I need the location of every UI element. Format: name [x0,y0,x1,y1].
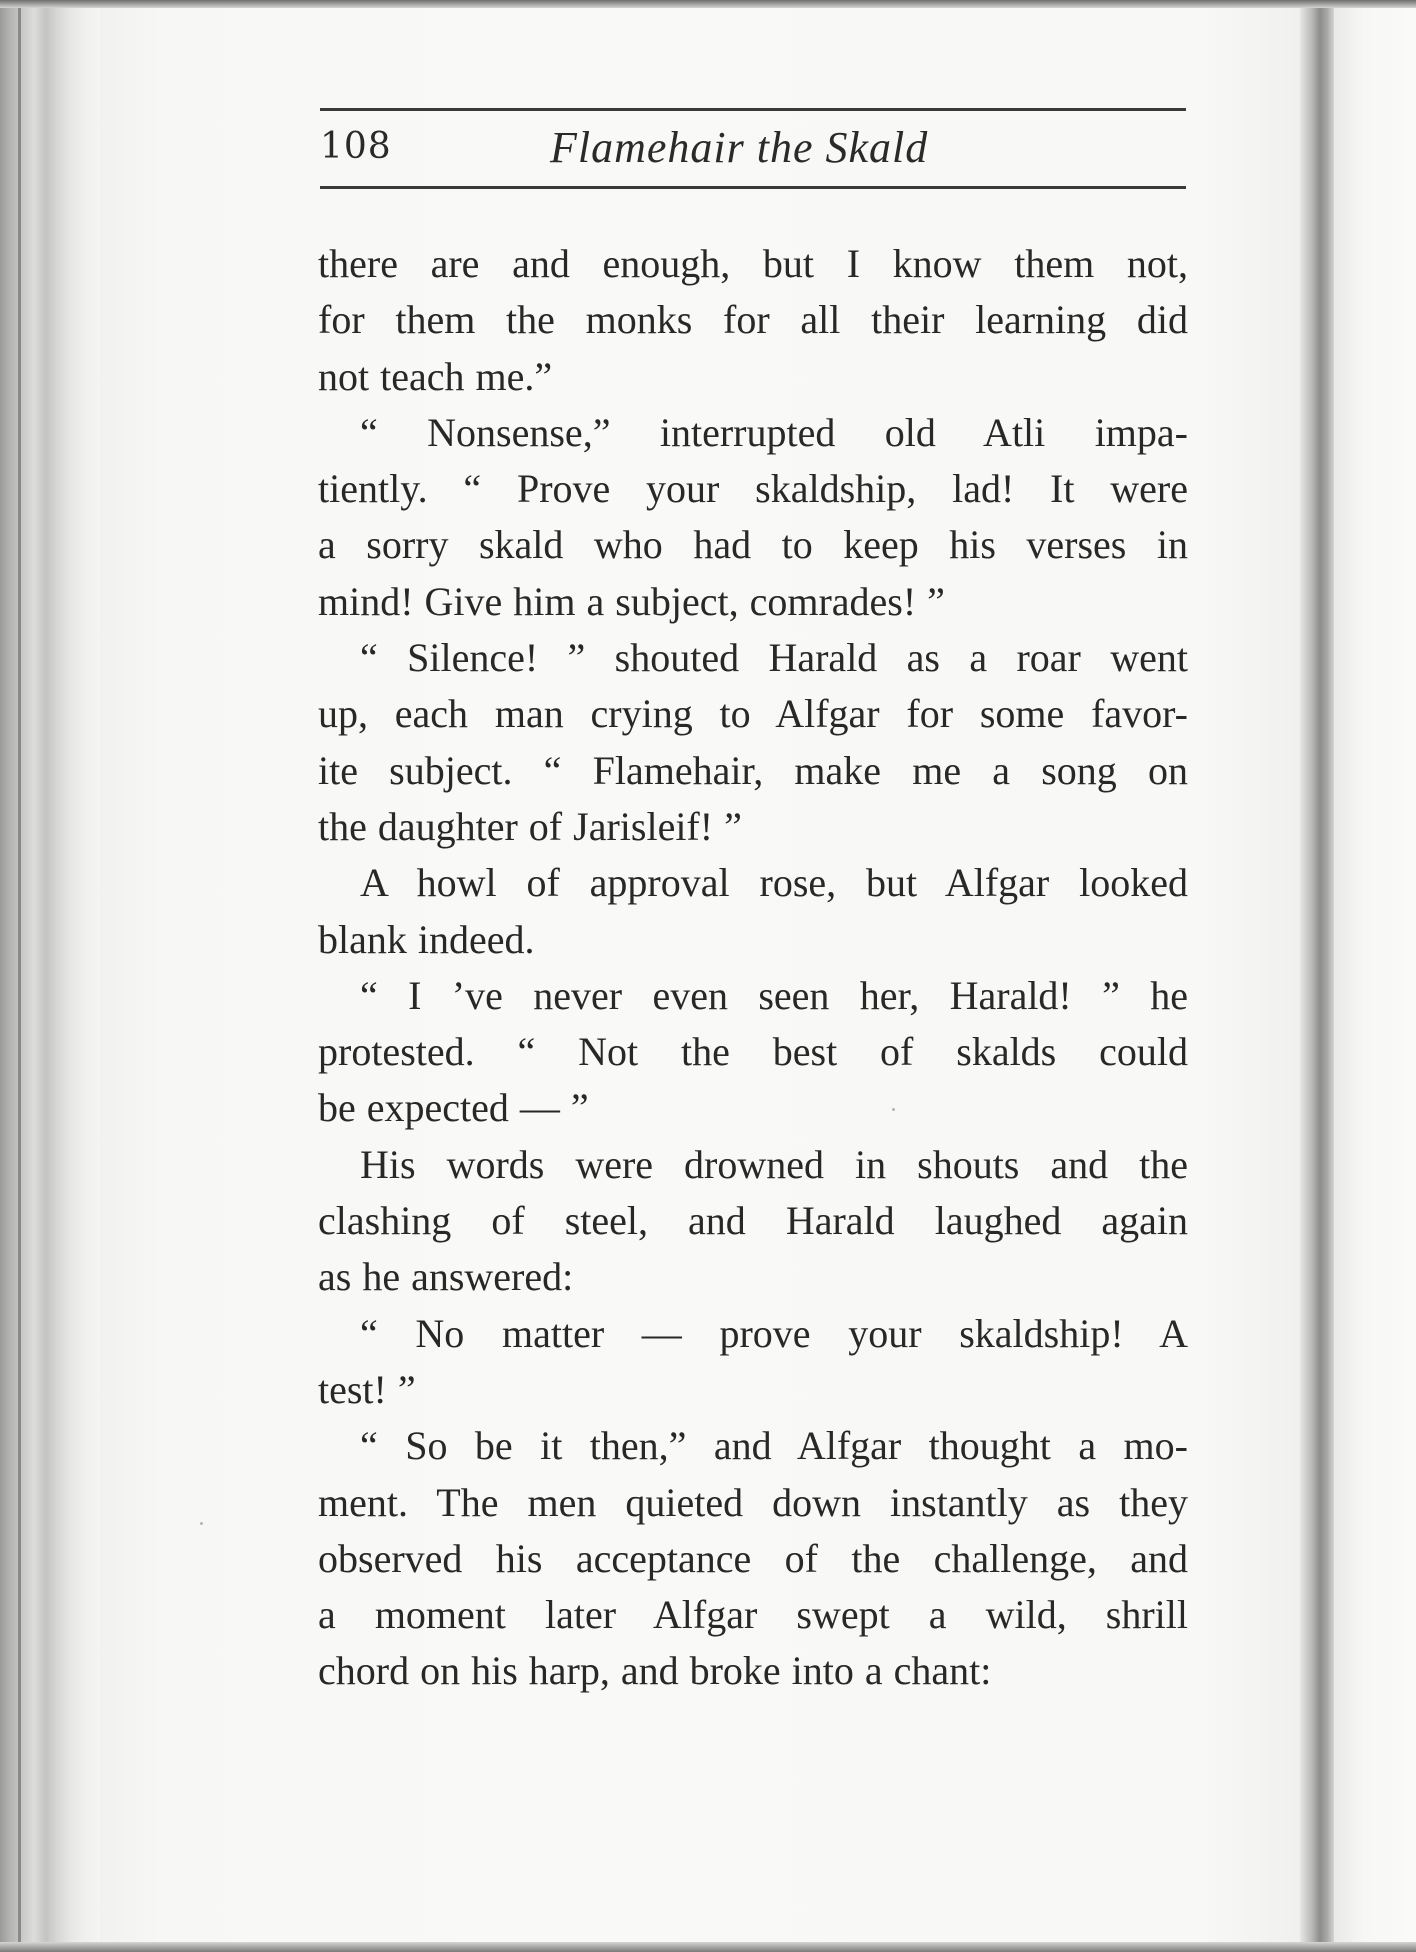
text-line: mind! Give him a subject, comrades! ” [318,578,945,624]
paper-speck [200,1522,203,1525]
text-line: ment. The men quieted down instantly as they [318,1479,1188,1525]
text-line: test! ” [318,1366,416,1412]
text-line: “ Nonsense,” interrupted old Atli impa- [360,409,1188,455]
text-line: blank indeed. [318,916,535,962]
text-line: observed his acceptance of the challenge, and [318,1535,1188,1581]
paper-speck [892,1108,895,1111]
text-line: ite subject. “ Flamehair, make me a song on [318,747,1188,793]
text-line: “ So be it then,” and Alfgar thought a mo- [360,1423,1188,1469]
text-line: be expected — ” [318,1085,589,1131]
header-top-rule [320,108,1186,111]
text-line: clashing of steel, and Harald laughed again [318,1198,1188,1244]
text-line: “ I ’ve never even seen her, Harald! ” he [360,972,1188,1018]
text-line: “ No matter — prove your skaldship! A [360,1310,1188,1356]
running-title: Flamehair the Skald [550,123,929,172]
text-line: a sorry skald who had to keep his verses in [318,522,1188,568]
text-line: A howl of approval rose, but Alfgar looked [360,860,1188,906]
text-line: the daughter of Jarisleif! ” [318,803,742,849]
text-line: chord on his harp, and broke into a chant: [318,1648,992,1694]
header-bottom-rule [320,186,1186,189]
text-line: there are and enough, but I know them not, [318,241,1188,286]
text-line: for them the monks for all their learning did [318,297,1188,343]
book-spine-gutter [1300,0,1334,1952]
text-line: tiently. “ Prove your skaldship, lad! It were [318,466,1188,512]
text-line: up, each man crying to Alfgar for some favor- [318,691,1188,737]
scan-bottom-edge [0,1942,1416,1952]
text-line: not teach me.” [318,353,553,399]
text-line: protested. “ Not the best of skalds could [318,1029,1188,1075]
cover-edge-line [18,0,21,1952]
page-number: 108 [320,126,392,167]
text-line: “ Silence! ” shouted Harald as a roar went [360,635,1188,681]
text-line: a moment later Alfgar swept a wild, shrill [318,1592,1188,1638]
text-line: His words were drowned in shouts and the [360,1141,1188,1187]
scan-top-edge [0,0,1416,8]
facing-page-edge [1334,0,1416,1952]
body-text [318,236,1188,1700]
page-stack-edge [0,0,100,1952]
running-header [320,118,1186,188]
text-line: as he answered: [318,1254,574,1300]
